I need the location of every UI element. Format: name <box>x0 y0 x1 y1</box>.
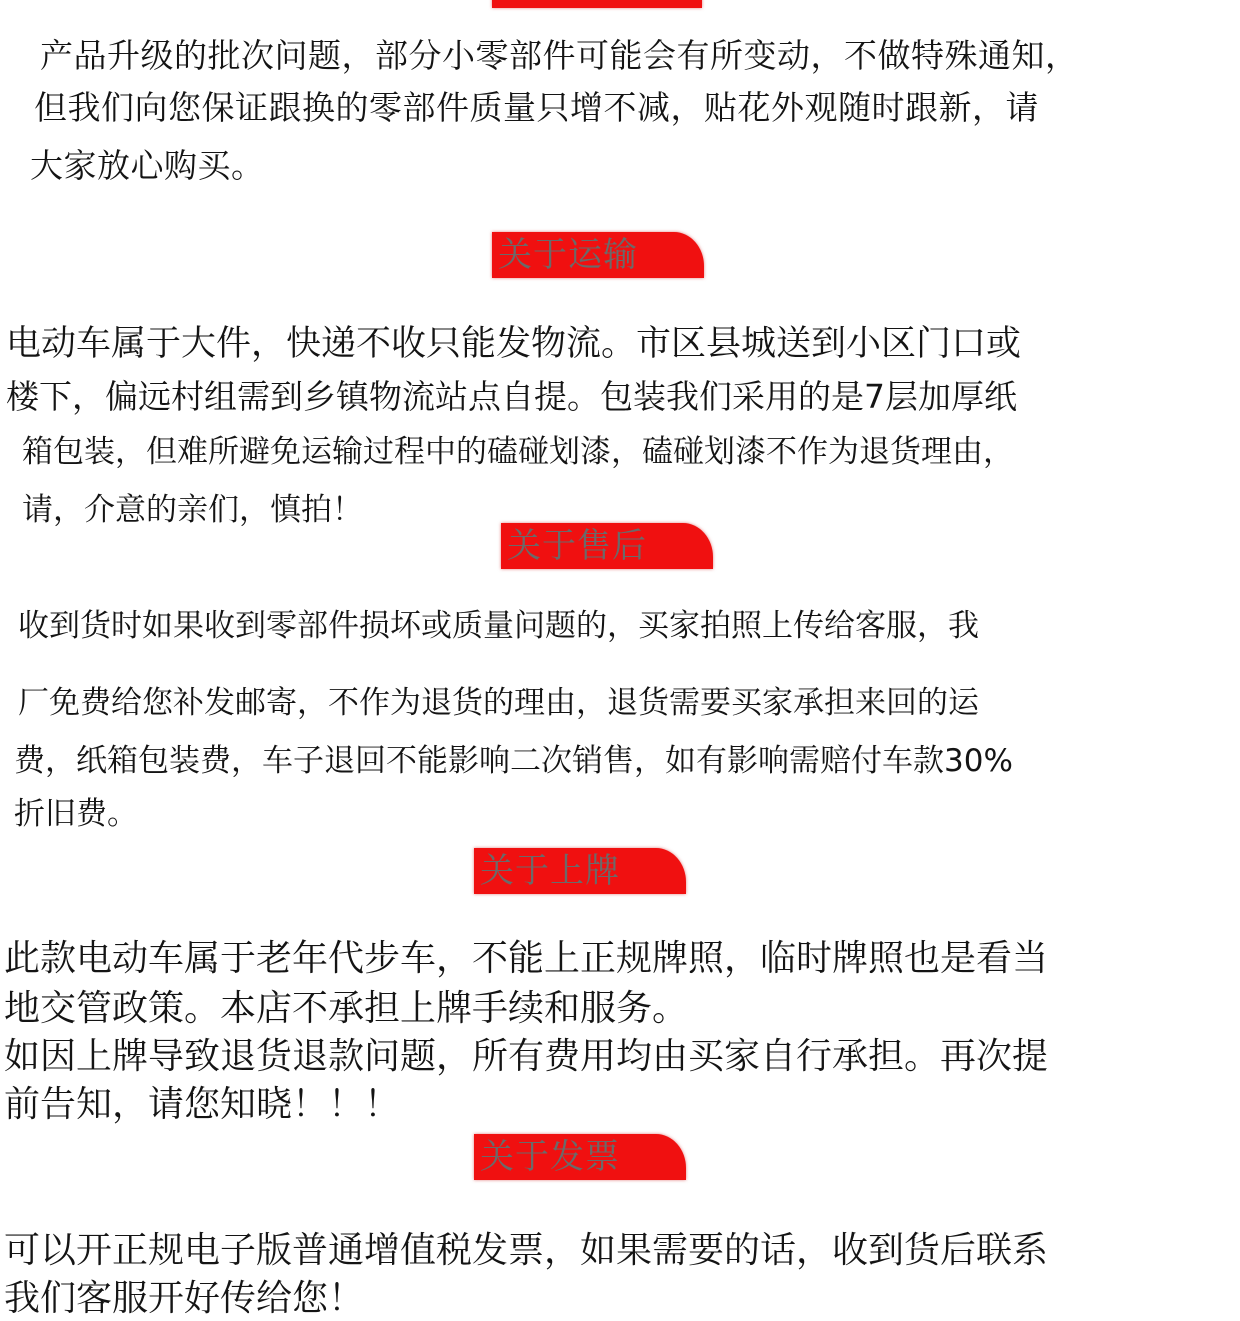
aftersales-line-2: 厂免费给您补发邮寄，不作为退货的理由，退货需要买家承担来回的运 <box>18 685 979 721</box>
parts-line-2: 但我们向您保证跟换的零部件质量只增不减，贴花外观随时跟新，请 <box>34 88 1039 127</box>
shipping-line-1: 电动车属于大件，快递不收只能发物流。市区县城送到小区门口或 <box>6 324 1022 364</box>
invoice-line-2: 我们客服开好传给您！ <box>4 1278 365 1319</box>
plates-line-4: 前告知，请您知晓！！！ <box>4 1084 401 1125</box>
plates-line-1: 此款电动车属于老年代步车，不能上正规牌照，临时牌照也是看当 <box>4 938 1049 979</box>
invoice-line-1: 可以开正规电子版普通增值税发票，如果需要的话，收到货后联系 <box>4 1230 1049 1271</box>
shipping-section-title: 关于运输 <box>498 235 638 275</box>
section-tag-top-clipped <box>492 0 702 8</box>
parts-line-1: 产品升级的批次问题，部分小零部件可能会有所变动，不做特殊通知， <box>40 36 1079 75</box>
aftersales-section-title: 关于售后 <box>507 526 647 566</box>
shipping-line-2: 楼下，偏远村组需到乡镇物流站点自提。包装我们采用的是7层加厚纸 <box>6 377 1017 416</box>
plates-section-title: 关于上牌 <box>480 851 620 891</box>
aftersales-section-tag <box>501 523 713 569</box>
plates-section-tag <box>474 848 686 894</box>
aftersales-line-3: 费，纸箱包装费，车子退回不能影响二次销售，如有影响需赔付车款30% <box>14 743 1013 779</box>
invoice-section-tag <box>474 1134 686 1180</box>
plates-line-3: 如因上牌导致退货退款问题，所有费用均由买家自行承担。再次提 <box>4 1036 1049 1077</box>
shipping-line-4: 请，介意的亲们，慎拍！ <box>22 492 363 528</box>
plates-line-2: 地交管政策。本店不承担上牌手续和服务。 <box>4 988 689 1029</box>
parts-line-3: 大家放心购买。 <box>30 146 265 185</box>
shipping-line-3: 箱包装，但难所避免运输过程中的磕碰划漆，磕碰划漆不作为退货理由， <box>22 434 1014 470</box>
aftersales-line-1: 收到货时如果收到零部件损坏或质量问题的，买家拍照上传给客服，我 <box>18 608 979 644</box>
shipping-section-tag <box>492 232 704 278</box>
invoice-section-title: 关于发票 <box>480 1137 620 1177</box>
aftersales-line-4: 折旧费。 <box>14 796 138 832</box>
